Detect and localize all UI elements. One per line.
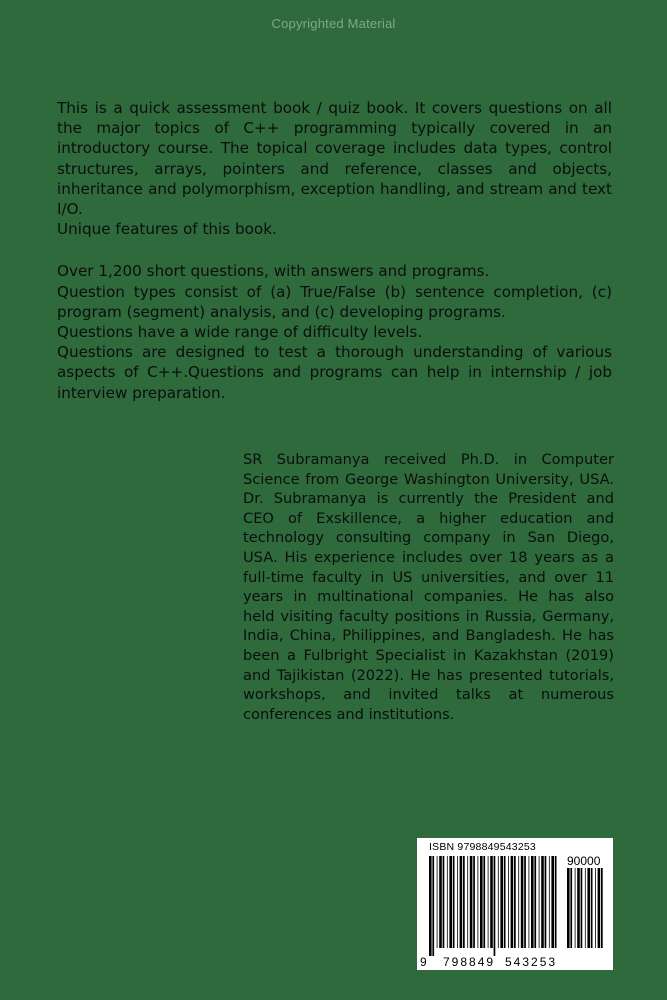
barcode-bar: [500, 856, 503, 948]
barcode-bar: [585, 868, 586, 948]
isbn-barcode: [417, 838, 613, 970]
barcode-bar: [549, 856, 550, 948]
feature-item: Questions are designed to test a thorough understanding of various aspects of C++.Questions and programs can help in internship / job interview preparation.: [57, 343, 612, 402]
feature-item: Over 1,200 short questions, with answers and programs.: [57, 262, 490, 281]
barcode-bar: [567, 868, 570, 948]
barcode-bar: [473, 856, 475, 948]
barcode-bar: [545, 856, 547, 948]
barcode-bar: [439, 856, 442, 948]
barcode-bar: [539, 856, 540, 948]
description-intro: This is a quick assessment book / quiz book. It covers questions on all the major topics of C++ programming typically covered in an introductory course. The topical coverage includes data types, control structures, arrays, pointers and reference, classes and objects, inheritance and polymorphism, exception handling, and stream and text I/O.: [57, 99, 612, 219]
barcode-bar: [483, 856, 485, 948]
barcode-bar: [518, 856, 519, 948]
barcode-bar: [508, 856, 509, 948]
barcode-bar: [494, 856, 496, 956]
barcode-bar: [524, 856, 526, 948]
barcode-bars: [429, 856, 559, 956]
barcode-bar: [432, 856, 434, 956]
barcode-digits-left: 798849: [443, 955, 496, 969]
barcode-bar: [449, 856, 452, 948]
barcode-bar: [511, 856, 514, 948]
barcode-digit-first: 9: [420, 955, 427, 969]
price-addon-number: 90000: [567, 854, 601, 868]
barcode-bar: [551, 856, 554, 948]
barcode-bar: [498, 856, 499, 948]
price-addon-bars: [567, 868, 605, 956]
barcode-bar: [429, 856, 432, 956]
barcode-digits-right: 543253: [505, 955, 558, 969]
isbn-label: ISBN 9798849543253: [429, 841, 536, 853]
barcode-bar: [504, 856, 506, 948]
barcode-bar: [521, 856, 524, 948]
barcode-bar: [541, 856, 544, 948]
author-bio: SR Subramanya received Ph.D. in Computer Science from George Washington University, USA. Dr. Subramanya is currently the President and CEO of Exskillence, a higher education and technology consulting company in San Diego, USA. His experience includes over 18 years as a full-time faculty in US universities, and over 11 years in multinational companies. He has also held visiting faculty positions in Russia, Germany, India, China, Philippines, and Bangladesh. He has been a Fulbright Specialist in Kazakhstan (2019) and Tajikistan (2022). He has presented tutorials, workshops, and invited talks at numerous conferences and institutions.: [243, 451, 614, 723]
paragraph-gap: [57, 239, 612, 261]
feature-item: Question types consist of (a) True/False (b) sentence completion, (c) program (segment) analysis, and (c) developing programs.: [57, 282, 612, 321]
book-description: [57, 98, 612, 403]
barcode-bar: [457, 856, 458, 948]
barcode-bar: [598, 868, 601, 948]
barcode-bar: [490, 856, 493, 948]
barcode-bar: [488, 856, 489, 948]
barcode-bar: [463, 856, 465, 948]
barcode-bar: [595, 868, 596, 948]
barcode-bar: [447, 856, 448, 948]
copyright-watermark: Copyrighted Material: [271, 16, 396, 31]
barcode-bar: [531, 856, 534, 948]
barcode-bar: [453, 856, 455, 948]
barcode-bar: [587, 868, 590, 948]
barcode-bar: [478, 856, 479, 948]
barcode-bar: [443, 856, 445, 948]
barcode-bar: [460, 856, 463, 948]
barcode-bar: [591, 868, 593, 948]
features-heading: Unique features of this book.: [57, 220, 277, 239]
barcode-bar: [529, 856, 530, 948]
barcode-bar: [437, 856, 438, 948]
barcode-bar: [480, 856, 483, 948]
barcode-bar: [514, 856, 516, 948]
feature-item: Questions have a wide range of difficulty levels.: [57, 323, 423, 342]
barcode-bar: [534, 856, 536, 948]
barcode-bar: [570, 868, 572, 948]
barcode-bar: [577, 868, 580, 948]
barcode-bar: [470, 856, 473, 948]
barcode-bar: [467, 856, 468, 948]
barcode-bar: [555, 856, 557, 948]
barcode-bar: [601, 868, 603, 948]
barcode-bar: [575, 868, 576, 948]
barcode-bar: [581, 868, 583, 948]
